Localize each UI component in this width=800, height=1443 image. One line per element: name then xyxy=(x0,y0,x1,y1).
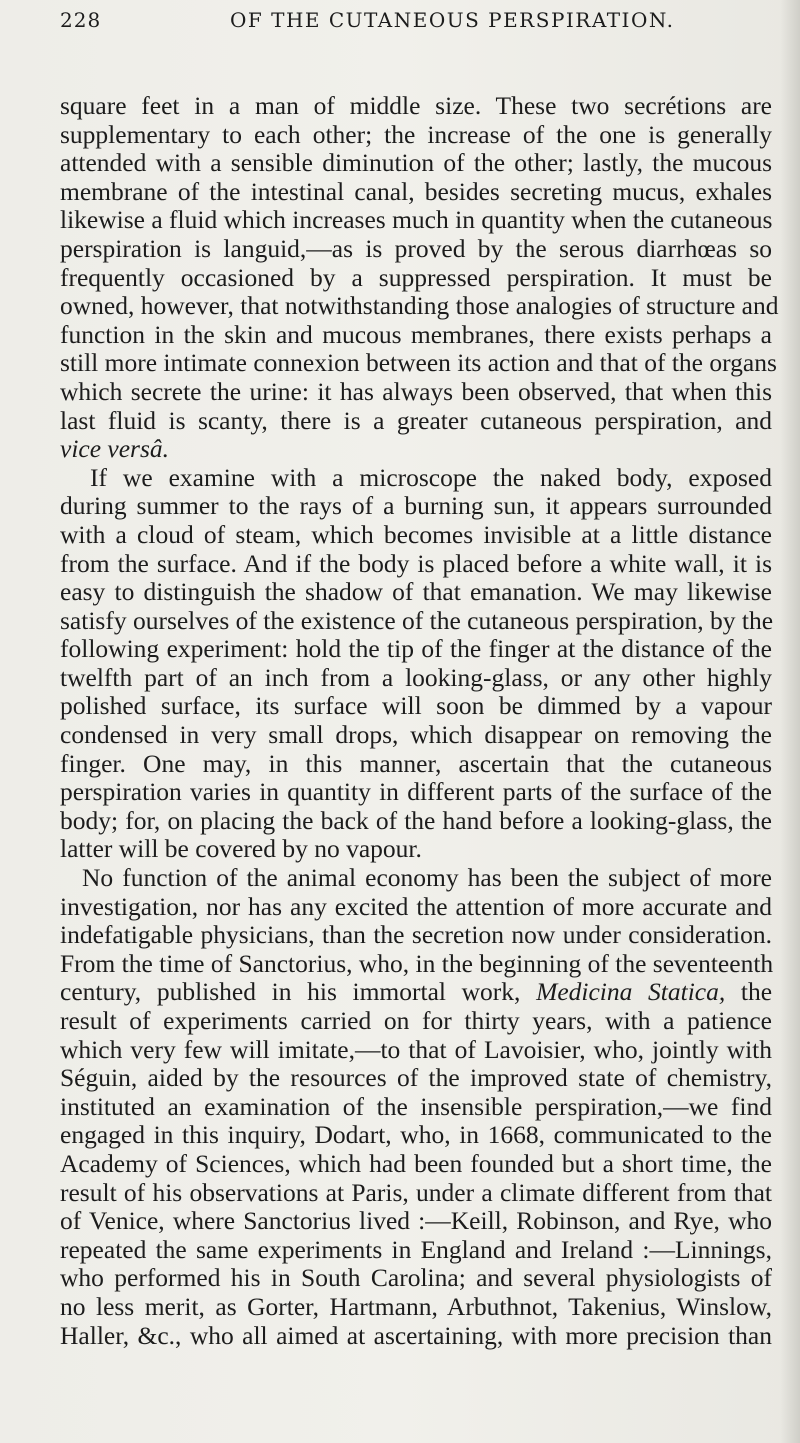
text-line: From the time of Sanctorius, who, in the beginning of the seventeenth xyxy=(60,948,774,978)
text-line: twelfth part of an inch from a looking-glass, or any other highly xyxy=(60,662,772,692)
text-line: during summer to the rays of a burning sun, it appears surrounded xyxy=(60,491,772,521)
text-line: square feet in a man of middle size. These two secrétions are xyxy=(60,91,772,120)
text-line: finger. One may, in this manner, ascertain that the cutaneous xyxy=(60,748,772,778)
page-title: OF THE CUTANEOUS PERSPIRATION. xyxy=(230,8,675,32)
text-line: frequently occasioned by a suppressed perspiration. It must be xyxy=(60,262,772,292)
italic-phrase: vice versâ. xyxy=(60,434,170,464)
text-line: last fluid is scanty, there is a greater cutaneous perspiration, and xyxy=(60,405,772,435)
text-line: easy to distinguish the shadow of that emanation. We may likewise xyxy=(60,577,772,607)
text-line: engaged in this inquiry, Dodart, who, in 1668, communicated to the xyxy=(60,1120,772,1150)
text-line: satisfy ourselves of the existence of the cutaneous perspiration, by the xyxy=(60,605,774,635)
text-line: Haller, &c., who all aimed at ascertaining, with more precision than xyxy=(60,1320,772,1350)
text-line: no less merit, as Gorter, Hartmann, Arbuthnot, Takenius, Winslow, xyxy=(60,1291,772,1321)
paragraph-start: No function of the animal economy has been the subject of more xyxy=(82,863,772,893)
text-line: from the surface. And if the body is placed before a white wall, it is xyxy=(60,548,772,578)
page-edge-shadow xyxy=(780,0,800,1443)
book-title-italic: Medicina Statica, xyxy=(536,977,726,1007)
text-line: who performed his in South Carolina; and several physiologists of xyxy=(60,1263,772,1293)
running-head xyxy=(60,8,780,38)
text-line xyxy=(60,978,772,1007)
text-line: following experiment: hold the tip of the finger at the distance of the xyxy=(60,634,772,664)
text-line: supplementary to each other; the increase of the one is generally xyxy=(60,119,772,149)
text-line: perspiration is languid,—as is proved by the serous diarrhœas so xyxy=(60,233,772,263)
text-line: attended with a sensible diminution of the other; lastly, the mucous xyxy=(60,148,772,178)
text-line: investigation, nor has any excited the attention of more accurate and xyxy=(60,891,772,921)
text-line: Séguin, aided by the resources of the improved state of chemistry, xyxy=(60,1063,772,1093)
text-line: function in the skin and mucous membranes, there exists perhaps a xyxy=(60,319,772,349)
text-line: condensed in very small drops, which disappear on removing the xyxy=(60,720,772,750)
text-line: result of experiments carried on for thirty years, with a patience xyxy=(60,1006,772,1035)
text-line: perspiration varies in quantity in different parts of the surface of the xyxy=(60,777,772,807)
paragraph-start: If we examine with a microscope the naked body, exposed xyxy=(90,462,772,492)
text-line: polished surface, its surface will soon be dimmed by a vapour xyxy=(60,691,772,721)
text-line: which secrete the urine: it has always been observed, that when this xyxy=(60,376,772,406)
text-line: owned, however, that notwithstanding those analogies of structure and xyxy=(60,291,779,321)
text-line: repeated the same experiments in England and Ireland :—Linnings, xyxy=(60,1234,772,1264)
text-line: instituted an examination of the insensible perspiration,—we find xyxy=(60,1091,772,1121)
text-line: likewise a fluid which increases much in quantity when the cutaneous xyxy=(60,205,773,235)
body-text xyxy=(60,91,779,1350)
text-line xyxy=(60,435,772,464)
text-line: latter will be covered by no vapour. xyxy=(60,834,422,864)
page-number: 228 xyxy=(60,8,102,32)
text-line: membrane of the intestinal canal, besides secreting mucus, exhales xyxy=(60,176,772,206)
text-line: of Venice, where Sanctorius lived :—Keill, Robinson, and Rye, who xyxy=(60,1206,772,1236)
text-line: result of his observations at Paris, under a climate different from that xyxy=(60,1177,772,1207)
text-line: Academy of Sciences, which had been founded but a short time, the xyxy=(60,1148,772,1178)
text-line: body; for, on placing the back of the hand before a looking-glass, the xyxy=(60,805,772,835)
text-line: still more intimate connexion between its action and that of the organs xyxy=(60,348,777,378)
text-segment: the xyxy=(740,977,773,1007)
text-line: with a cloud of steam, which becomes invisible at a little distance xyxy=(60,519,772,549)
text-line: which very few will imitate,—to that of Lavoisier, who, jointly with xyxy=(60,1034,772,1064)
text-segment: century, published in his immortal work, xyxy=(60,977,521,1007)
text-line: indefatigable physicians, than the secretion now under consideration. xyxy=(60,920,772,950)
